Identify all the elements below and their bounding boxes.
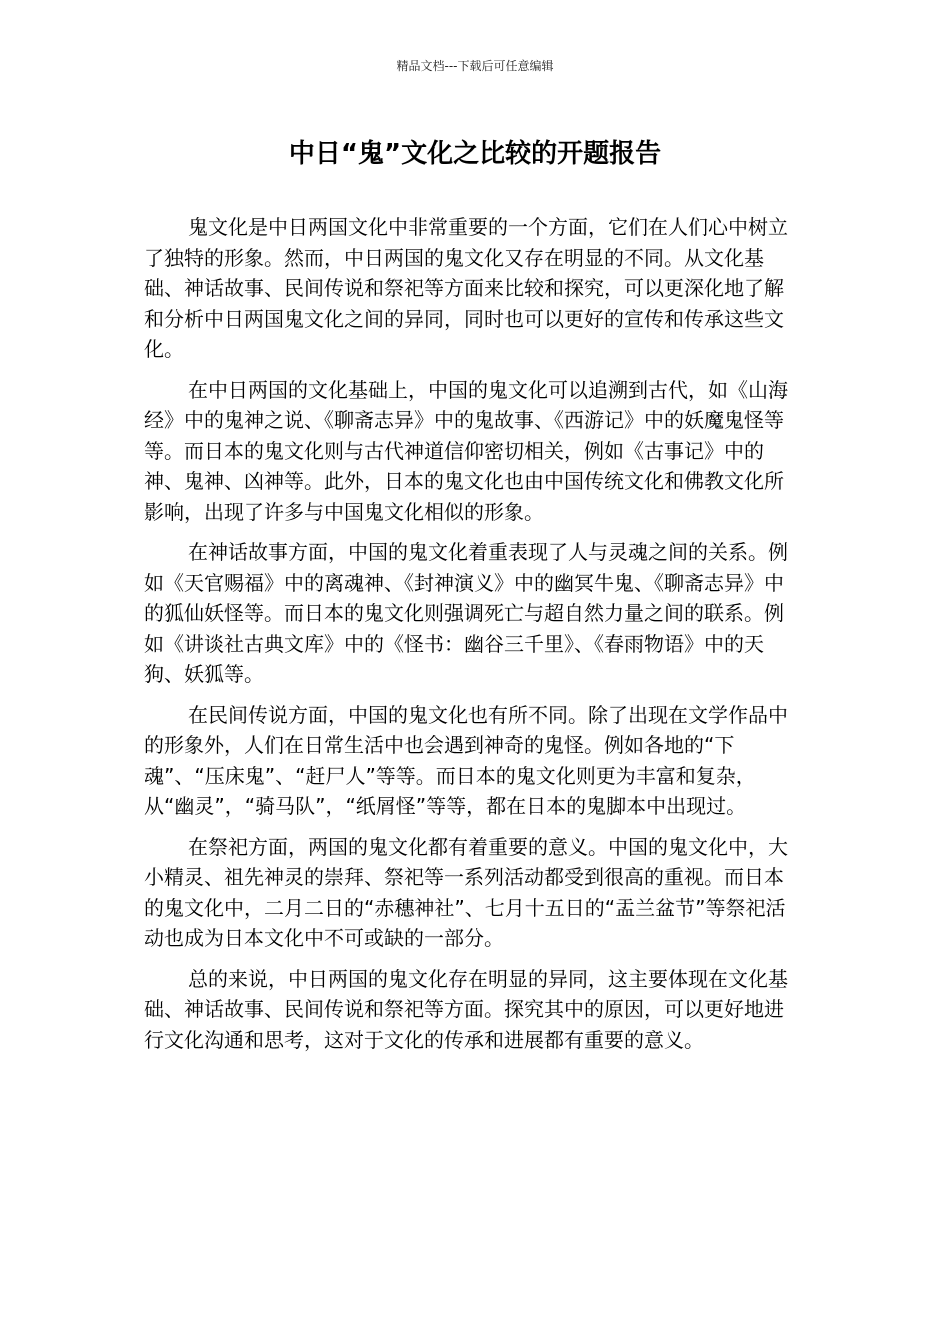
document-title: 中日“鬼”文化之比较的开题报告 xyxy=(288,139,662,169)
paragraph-cultural-foundation: 在中日两国的文化基础上，中国的鬼文化可以追溯到古代，如《山海经》中的鬼神之说、《聊斋志异》中的鬼故事、《西游记》中的妖魔鬼怪等等。而日本的鬼文化则与古代神道信仰密切相关，例如《古事记》中的神、鬼神、凶神等。此外，日本的鬼文化也由中国传统文化和佛教文化所影响，出现了许多与中国鬼文化相似的形象。 xyxy=(144,377,788,524)
paragraph-rituals: 在祭祀方面，两国的鬼文化都有着重要的意义。中国的鬼文化中，大小精灵、祖先神灵的崇拜、祭祀等一系列活动都受到很高的重视。而日本的鬼文化中，二月二日的“赤穗神社”、七月十五日的“盂兰盆节”等祭祀活动也成为日本文化中不可或缺的一部分。 xyxy=(144,834,788,950)
page-header: 精品文档---下载后可任意编辑 xyxy=(396,59,554,73)
paragraph-mythology: 在神话故事方面，中国的鬼文化着重表现了人与灵魂之间的关系。例如《天官赐福》中的离魂神、《封神演义》中的幽冥牛鬼、《聊斋志异》中的狐仙妖怪等。而日本的鬼文化则强调死亡与超自然力量之间的联系。例如《讲谈社古典文库》中的《怪书：幽谷三千里》、《春雨物语》中的天狗、妖狐等。 xyxy=(144,540,788,686)
document-body xyxy=(144,212,794,1065)
paragraph-intro: 鬼文化是中日两国文化中非常重要的一个方面，它们在人们心中树立了独特的形象。然而，中日两国的鬼文化又存在明显的不同。从文化基础、神话故事、民间传说和祭祀等方面来比较和探究，可以更深化地了解和分析中日两国鬼文化之间的异同，同时也可以更好的宣传和传承这些文化。 xyxy=(144,215,788,361)
paragraph-folklore: 在民间传说方面，中国的鬼文化也有所不同。除了出现在文学作品中的形象外，人们在日常生活中也会遇到神奇的鬼怪。例如各地的“下魂”、“压床鬼”、“赶尸人”等等。而日本的鬼文化则更为丰富和复杂，从“幽灵”，“骑马队”，“纸屑怪”等等，都在日本的鬼脚本中出现过。 xyxy=(144,702,788,818)
paragraph-conclusion: 总的来说，中日两国的鬼文化存在明显的异同，这主要体现在文化基础、神话故事、民间传说和祭祀等方面。探究其中的原因，可以更好地进行文化沟通和思考，这对于文化的传承和进展都有重要的意义。 xyxy=(144,966,788,1052)
